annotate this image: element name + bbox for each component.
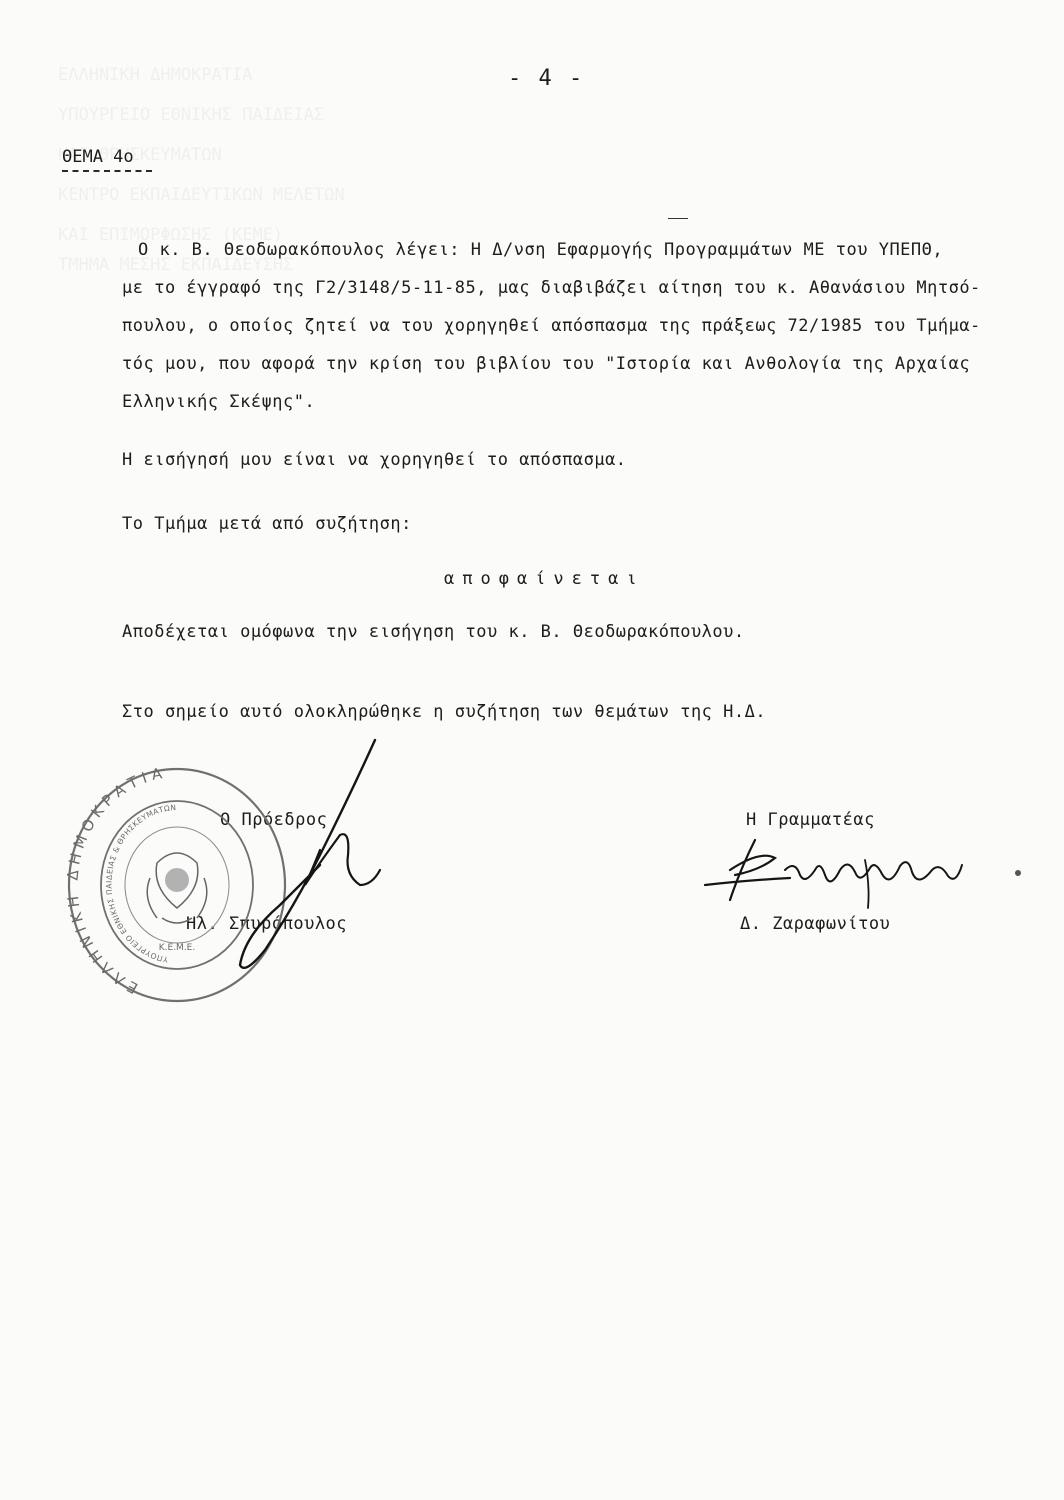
secretary-name: Δ. Ζαραφωνίτου <box>740 914 891 934</box>
ghost-line <box>58 182 1018 208</box>
topic-heading: ΘΕΜΑ 4ο <box>62 147 134 167</box>
president-signature <box>200 735 400 985</box>
paragraph-line: Ελληνικής Σκέψης". <box>122 392 316 412</box>
decision-word: αποφαίνεται <box>444 569 645 589</box>
accent-mark <box>668 218 688 219</box>
svg-text:ΥΠΟΥΡΓΕΙΟ ΕΘΝΙΚΗΣ ΠΑΙΔΕΙΑΣ & Θ: ΥΠΟΥΡΓΕΙΟ ΕΘΝΙΚΗΣ ΠΑΙΔΕΙΑΣ & ΘΡΗΣΚΕΥΜΑΤΩΝ <box>104 802 177 965</box>
ghost-line <box>58 142 1018 168</box>
svg-text:ΕΛΛΗΝΙΚΗ ΔΗΜΟΚΡΑΤΙΑ: ΕΛΛΗΝΙΚΗ ΔΗΜΟΚΡΑΤΙΑ <box>63 763 169 998</box>
secretary-signature <box>700 830 980 910</box>
president-name: Ηλ. Σπυρόπουλος <box>186 914 348 934</box>
paragraph-line: Ο κ. Β. Θεοδωρακόπουλος λέγει: Η Δ/νση Εφαρμογής Προγραμμάτων ΜΕ του ΥΠΕΠΘ, <box>138 240 944 260</box>
ghost-line <box>58 102 1018 128</box>
paragraph-line: τός μου, που αφορά την κρίση του βιβλίου του "Ιστορία και Ανθολογία της Αρχαίας <box>122 354 971 374</box>
closing-text: Στο σημείο αυτό ολοκληρώθηκε η συζήτηση των θεμάτων της Η.Δ. <box>122 702 767 722</box>
paragraph-line: με το έγγραφό της Γ2/3148/5-11-85, μας διαβιβάζει αίτηση του κ. Αθανάσιου Μητσό- <box>122 278 981 298</box>
paragraph-line: πουλου, ο οποίος ζητεί να του χορηγηθεί απόσπασμα της πράξεως 72/1985 του Τμήμα- <box>122 316 981 336</box>
recommendation-text: Η εισήγησή μου είναι να χορηγηθεί το απόσπασμα. <box>122 450 627 470</box>
president-title: Ο Πρόεδρος <box>220 810 328 830</box>
secretary-title: Η Γραμματέας <box>746 810 875 830</box>
heading-underline <box>62 170 152 172</box>
page-number: - 4 - <box>508 66 585 91</box>
discussion-text: Το Τμήμα μετά από συζήτηση: <box>122 514 412 534</box>
edge-mark <box>1015 870 1021 876</box>
svg-text:Κ.Ε.Μ.Ε.: Κ.Ε.Μ.Ε. <box>158 943 196 953</box>
decision-text: Αποδέχεται ομόφωνα την εισήγηση του κ. Β. Θεοδωρακόπουλου. <box>122 622 745 642</box>
